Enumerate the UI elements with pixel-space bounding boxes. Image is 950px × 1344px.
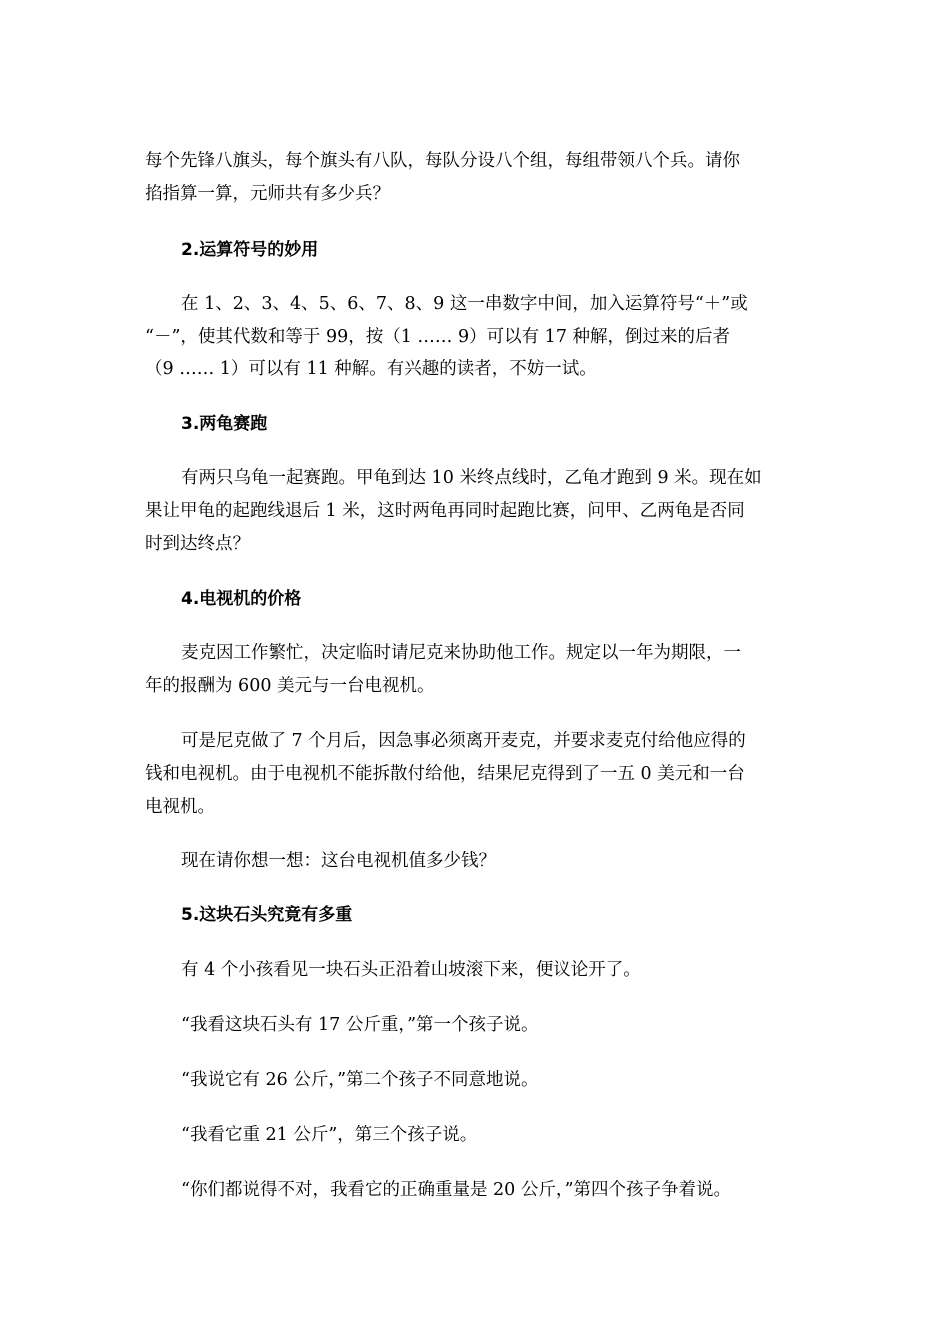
section-4-para-3-line-1: 现在请你想一想：这台电视机值多少钱？: [181, 851, 496, 871]
section-5-para-4: “我看它重 21 公斤”，第三个孩子说。: [181, 1125, 478, 1145]
section-4-heading: 4.电视机的价格: [181, 589, 302, 609]
section-2-line-1: 在 1、2、3、4、5、6、7、8、9 这一串数字中间，加入运算符号“＋”或: [181, 294, 748, 314]
section-3-line-3: 时到达终点？: [145, 534, 250, 554]
intro-line-2: 掐指算一算，元师共有多少兵？: [145, 184, 390, 204]
section-2-line-3: （9 …… 1）可以有 11 种解。有兴趣的读者，不妨一试。: [145, 359, 597, 379]
section-5-heading: 5.这块石头究竟有多重: [181, 905, 353, 925]
section-4-para-2-line-2: 钱和电视机。由于电视机不能拆散付给他，结果尼克得到了一五 0 美元和一台: [145, 764, 745, 784]
section-3-line-1: 有两只乌龟一起赛跑。甲龟到达 10 米终点线时，乙龟才跑到 9 米。现在如: [181, 468, 762, 488]
section-2-heading: 2.运算符号的妙用: [181, 240, 319, 260]
section-5-para-5: “你们都说得不对，我看它的正确重量是 20 公斤，”第四个孩子争着说。: [181, 1180, 732, 1200]
section-5-para-2: “我看这块石头有 17 公斤重，”第一个孩子说。: [181, 1015, 539, 1035]
section-5-para-3: “我说它有 26 公斤，”第二个孩子不同意地说。: [181, 1070, 539, 1090]
section-2-line-2: “－”，使其代数和等于 99，按（1 …… 9）可以有 17 种解，倒过来的后者: [145, 327, 731, 347]
section-5-para-1: 有 4 个小孩看见一块石头正沿着山坡滚下来，便议论开了。: [181, 960, 641, 980]
section-4-para-2-line-3: 电视机。: [145, 797, 215, 817]
section-4-para-1-line-1: 麦克因工作繁忙，决定临时请尼克来协助他工作。规定以一年为期限，一: [181, 643, 741, 663]
intro-line-1: 每个先锋八旗头，每个旗头有八队，每队分设八个组，每组带领八个兵。请你: [145, 151, 740, 171]
section-3-heading: 3.两龟赛跑: [181, 414, 268, 434]
section-4-para-1-line-2: 年的报酬为 600 美元与一台电视机。: [145, 676, 435, 696]
section-4-para-2-line-1: 可是尼克做了 7 个月后，因急事必须离开麦克，并要求麦克付给他应得的: [181, 731, 746, 751]
section-3-line-2: 果让甲龟的起跑线退后 1 米，这时两龟再同时起跑比赛，问甲、乙两龟是否同: [145, 501, 745, 521]
